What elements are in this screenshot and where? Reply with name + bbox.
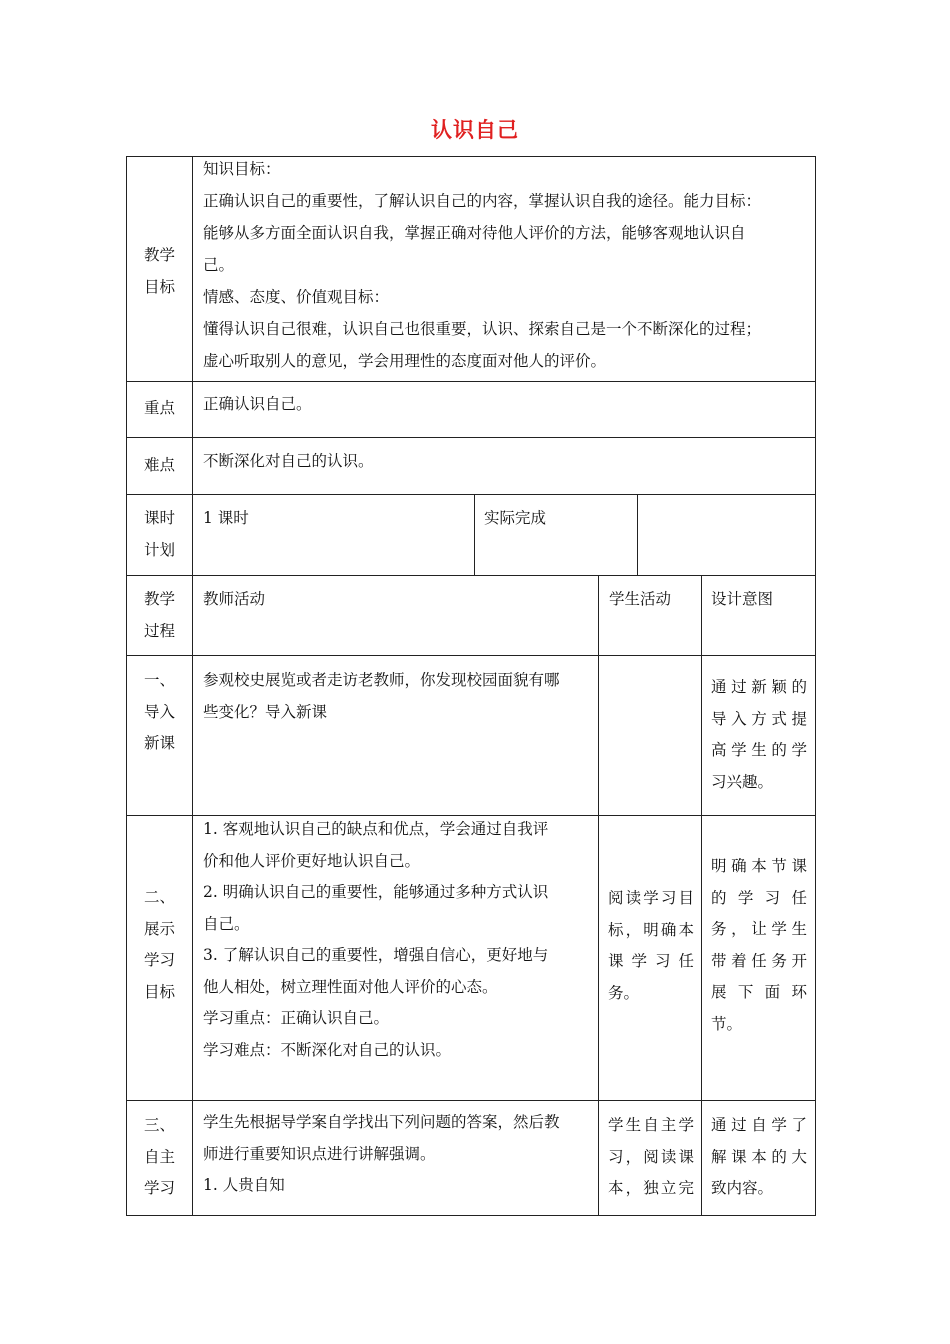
text-line: 节。: [711, 1014, 743, 1033]
process-label: [127, 584, 192, 647]
label-line: 导入: [143, 702, 175, 721]
key-point-text: 正确认识自己。: [203, 395, 312, 413]
label-line: 三、: [143, 1116, 175, 1134]
step-design-intent: [711, 1110, 807, 1205]
table-border: [815, 156, 816, 1216]
table-border: [126, 575, 816, 576]
page-title: 认识自己: [431, 117, 519, 142]
step-student-activity: [608, 883, 694, 1009]
text-line: 解课本的大: [711, 1147, 807, 1166]
text-line: 高学生的学: [711, 741, 807, 759]
text-line: 自己。: [203, 914, 250, 933]
table-border: [474, 494, 475, 576]
text-line: 带着任务开: [711, 951, 807, 970]
step-label: [127, 882, 192, 1008]
step-label: [127, 665, 192, 760]
text-line: 师进行重要知识点进行讲解强调。: [203, 1144, 436, 1163]
objective-line: 懂得认识自己很难，认识自己也很重要，认识、探索自己是一个不断深化的过程；: [203, 320, 762, 338]
objectives-content: [203, 153, 813, 377]
label-line: 教学: [143, 246, 175, 264]
table-border: [126, 494, 816, 495]
text-line: 习兴趣。: [711, 772, 774, 791]
schedule-value: 1 课时: [203, 509, 249, 527]
objective-line: 知识目标：: [203, 160, 281, 178]
text-line: 学习重点：正确认识自己。: [203, 1009, 390, 1027]
text-line: 务。: [608, 983, 640, 1002]
label-line: 教学: [143, 590, 175, 608]
table-border: [701, 575, 702, 1216]
label-line: 计划: [143, 540, 175, 559]
label-line: 目标: [143, 982, 175, 1001]
objective-line: 情感、态度、价值观目标：: [203, 288, 390, 306]
key-point-label: 重点: [143, 399, 175, 417]
label-line: 课时: [143, 509, 175, 527]
step-teacher-activity: [203, 1107, 593, 1202]
label-line: 过程: [143, 621, 175, 640]
objectives-label: [127, 240, 192, 303]
step-label: [127, 1110, 192, 1205]
label-line: 二、: [143, 888, 175, 906]
text-line: 1. 人贵自知: [203, 1176, 285, 1194]
table-border: [192, 156, 193, 1216]
text-line: 些变化？导入新课: [203, 702, 328, 721]
teacher-activity-header: 教师活动: [203, 590, 266, 608]
label-line: 展示: [143, 919, 175, 938]
text-line: 3. 了解认识自己的重要性，增强自信心，更好地与: [203, 946, 549, 964]
label-line: 新课: [143, 734, 175, 752]
objective-line: 能够从多方面全面认识自我，掌握正确对待他人评价的方法，能够客观地认识自: [203, 224, 746, 242]
label-line: 目标: [143, 277, 175, 296]
student-activity-header: 学生活动: [609, 590, 672, 608]
schedule-label: [127, 503, 192, 566]
step-student-activity: [608, 1110, 694, 1205]
label-line: 学习: [143, 951, 175, 969]
table-border: [126, 1215, 816, 1216]
objective-line: 虚心听取别人的意见，学会用理性的态度面对他人的评价。: [203, 352, 607, 370]
table-border: [126, 437, 816, 438]
label-line: 学习: [143, 1179, 175, 1197]
step-design-intent: [711, 672, 807, 798]
text-line: 致内容。: [711, 1179, 774, 1197]
text-line: 导入方式提: [711, 709, 807, 728]
text-line: 参观校史展览或者走访老教师，你发现校园面貌有哪: [203, 671, 560, 689]
text-line: 1. 客观地认识自己的缺点和优点，学会通过自我评: [203, 820, 549, 838]
text-line: 通过新颖的: [711, 678, 807, 696]
table-border: [126, 1100, 816, 1101]
label-line: 自主: [143, 1147, 175, 1166]
table-border: [126, 381, 816, 382]
text-line: 标，明确本: [608, 920, 694, 939]
table-border: [637, 494, 638, 576]
objective-line: 正确认识自己的重要性，了解认识自己的内容，掌握认识自我的途径。能力目标：: [203, 192, 762, 210]
text-line: 他人相处，树立理性面对他人评价的心态。: [203, 977, 498, 996]
text-line: 明确本节课: [711, 857, 807, 875]
design-intent-header: 设计意图: [711, 590, 774, 608]
text-line: 通过自学了: [711, 1116, 807, 1134]
table-border: [598, 575, 599, 1216]
difficulty-text: 不断深化对自己的认识。: [203, 452, 374, 470]
text-line: 2. 明确认识自己的重要性，能够通过多种方式认识: [203, 883, 549, 901]
text-line: 阅读学习目: [608, 889, 694, 907]
text-line: 习，阅读课: [608, 1147, 694, 1166]
label-line: 一、: [143, 671, 175, 689]
objective-line: 己。: [203, 256, 235, 274]
text-line: 学生先根据导学案自学找出下列问题的答案，然后教: [203, 1113, 560, 1131]
text-line: 学习难点：不断深化对自己的认识。: [203, 1040, 452, 1059]
text-line: 价和他人评价更好地认识自己。: [203, 851, 421, 870]
text-line: 展下面环: [711, 983, 807, 1001]
text-line: 的学习任: [711, 888, 807, 907]
actual-complete-label: 实际完成: [484, 509, 547, 527]
text-line: 本，独立完: [608, 1179, 694, 1197]
text-line: 学生自主学: [608, 1116, 694, 1134]
text-line: 课学习任: [608, 952, 694, 970]
step-teacher-activity: [203, 665, 593, 728]
difficulty-label: 难点: [143, 456, 175, 474]
step-design-intent: [711, 851, 807, 1040]
text-line: 务，让学生: [711, 920, 807, 938]
table-border: [126, 655, 816, 656]
step-teacher-activity: [203, 814, 593, 1066]
